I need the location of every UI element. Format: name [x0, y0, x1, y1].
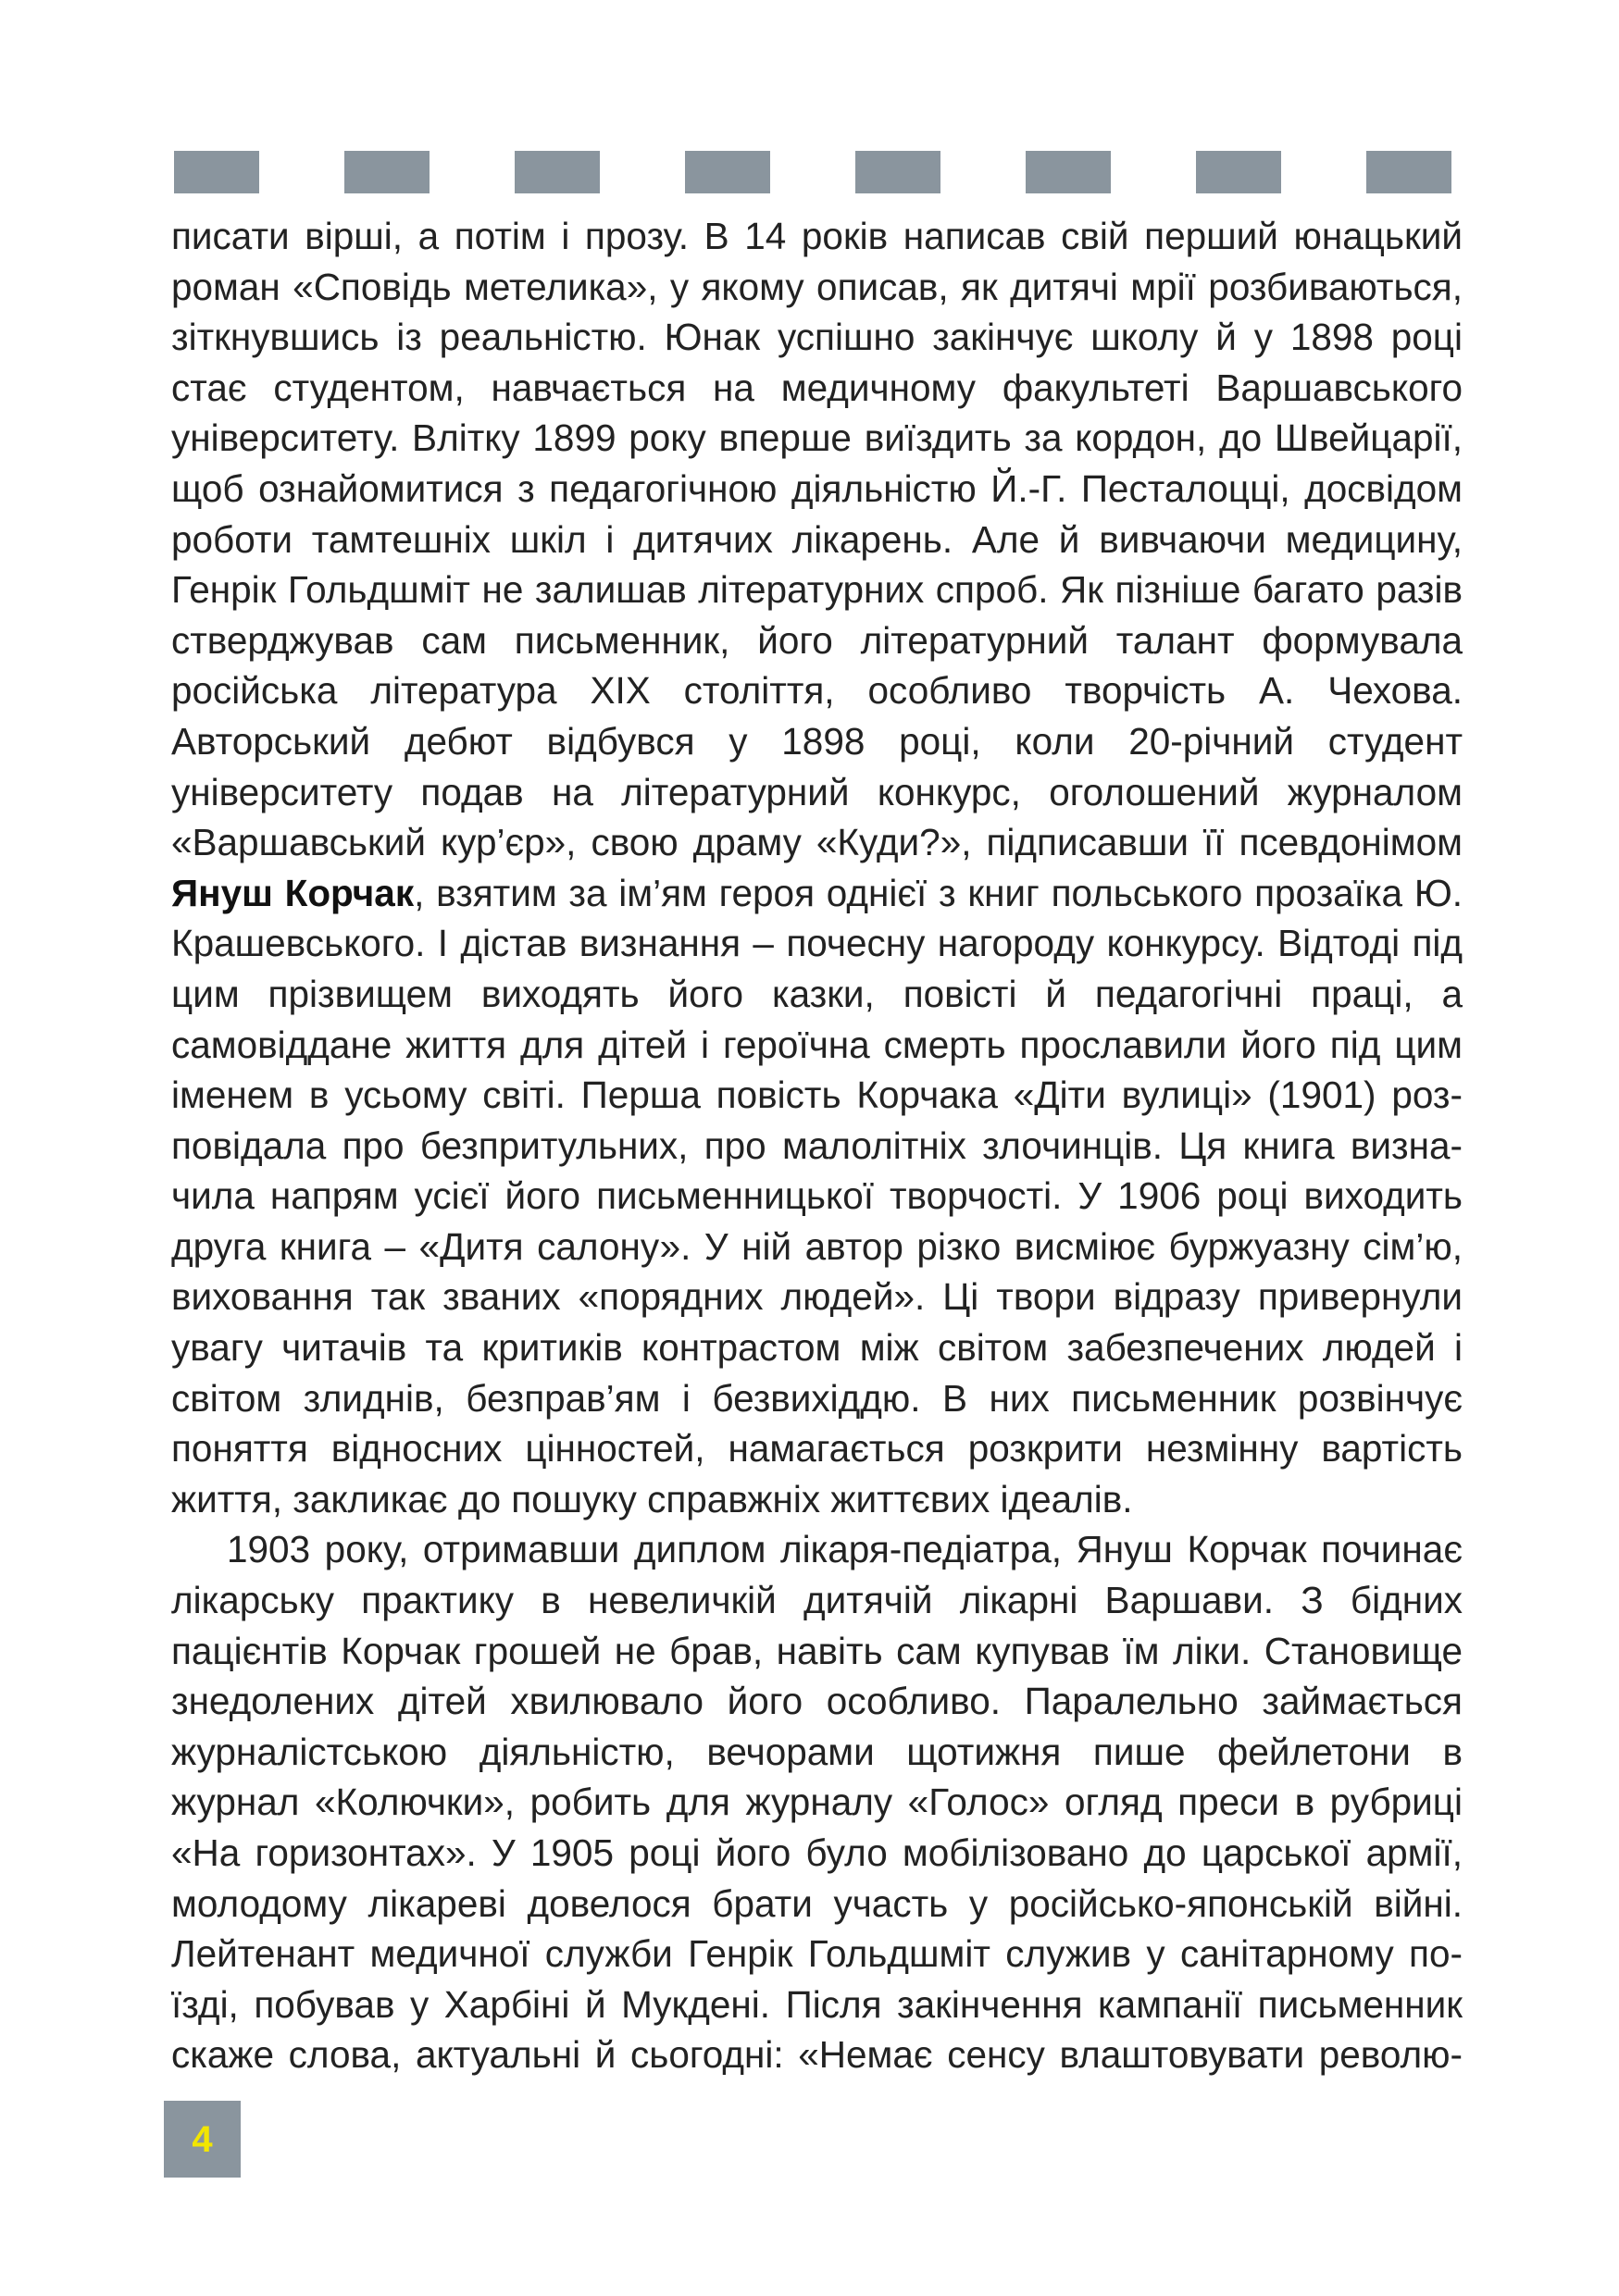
header-bar-segment	[1196, 151, 1281, 193]
author-pseudonym: Януш Корчак	[171, 871, 415, 914]
paragraph	[171, 211, 1463, 1524]
header-bar-segment	[1366, 151, 1451, 193]
page-number-box	[164, 2101, 241, 2178]
header-bar-segment	[430, 151, 515, 193]
header-bar-segment	[685, 151, 770, 193]
text-column	[171, 211, 1463, 2082]
header-bar-segment	[940, 151, 1026, 193]
header-bar-segment	[344, 151, 430, 193]
header-bar-segment	[1026, 151, 1111, 193]
paragraph-text: писати вірші, а потім і прозу. В 14 років написав свій перший юнацький роман «Сповідь метелика», у якому описав, як дитячі мрії розбиваються, зіткнувшись із реальністю. Юнак успішно закінчує школу й у 1898 році стає студентом, навчається на медичному факультеті Варшавського університету. Влітку 1899 року вперше виїздить за кордон, до Швейцарії, щоб ознайомитися з педагогічною діяльністю Й.-Г. Песталоцці, досвідом роботи тамтешніх шкіл і дитячих лікарень. Але й вивчаючи медицину, Генрік Гольдшміт не залишав літературних спроб. Як пізніше багато разів стверджував сам письменник, його літературний талант формувала російська література XIX століття, особливо творчість А. Чехова. Авторський дебют відбувся у 1898 році, коли 20-річний студент університету подав на літературний конкурс, оголошений журналом «Варшавський кур’єр», свою драму «Куди?», підписавши її псевдонімом	[171, 215, 1463, 864]
header-bar-segment	[1111, 151, 1196, 193]
paragraph: 1903 року, отримавши диплом лікаря-педіатра, Януш Корчак починає лікарську практику в невеличкій дитячій лікарні Варшави. З бідних пацієнтів Корчак грошей не брав, навіть сам купував їм ліки. Становище знедолених дітей хвилювало його особливо. Паралельно займається журналістською діяльністю, вечорами щотижня пише фейлетони в журнал «Колючки», робить для журналу «Голос» огляд преси в рубриці «На горизонтах». У 1905 році його було мобілізовано до царської армії, молодому лікареві довелося брати участь у російсько-японській війні. Лейтенант медичної служби Генрік Гольдшміт служив у санітарному поїзді, побував у Харбіні й Мукдені. Після закінчення кампанії письменник скаже слова, актуальні й сьогодні: «Немає сенсу влаштовувати револю	[171, 1528, 1463, 2077]
header-bar-segment	[1281, 151, 1366, 193]
header-bar-segment	[855, 151, 940, 193]
header-bar-segment	[770, 151, 855, 193]
header-bar-segment	[174, 151, 259, 193]
header-bar-segment	[259, 151, 344, 193]
header-bar-segment	[515, 151, 600, 193]
paragraph-text: , взятим за ім’ям героя однієї з книг польського прозаїка Ю. Крашевського. І дістав визнання – почесну нагороду конкурсу. Відтоді під цим прізвищем виходять його казки, повісті й педагогічні праці, а самовіддане життя для дітей і героїчна смерть прославили його під цим іменем в усьому світі. Перша повість Корчака «Діти вулиці» (1901) розповідала про безпритульних, про малолітніх злочинців. Ця книга визначила напрям усієї його письменницької творчості. У 1906 році виходить друга книга – «Дитя салону». У ній автор різко висміює буржуазну сім’ю, виховання так званих «порядних людей». Ці твори відразу привернули увагу читачів та критиків контрастом між світом забезпечених людей і світом злиднів, безправ’ям і безвихіддю. В них письменник розвінчує поняття відносних цінностей, намагається розкрити незмінну вартість життя, закликає до пошуку справжніх життєвих ідеалів.	[171, 871, 1463, 1520]
decorative-header-bar	[174, 151, 1451, 193]
page-number: 4	[192, 2118, 213, 2160]
header-bar-segment	[600, 151, 685, 193]
